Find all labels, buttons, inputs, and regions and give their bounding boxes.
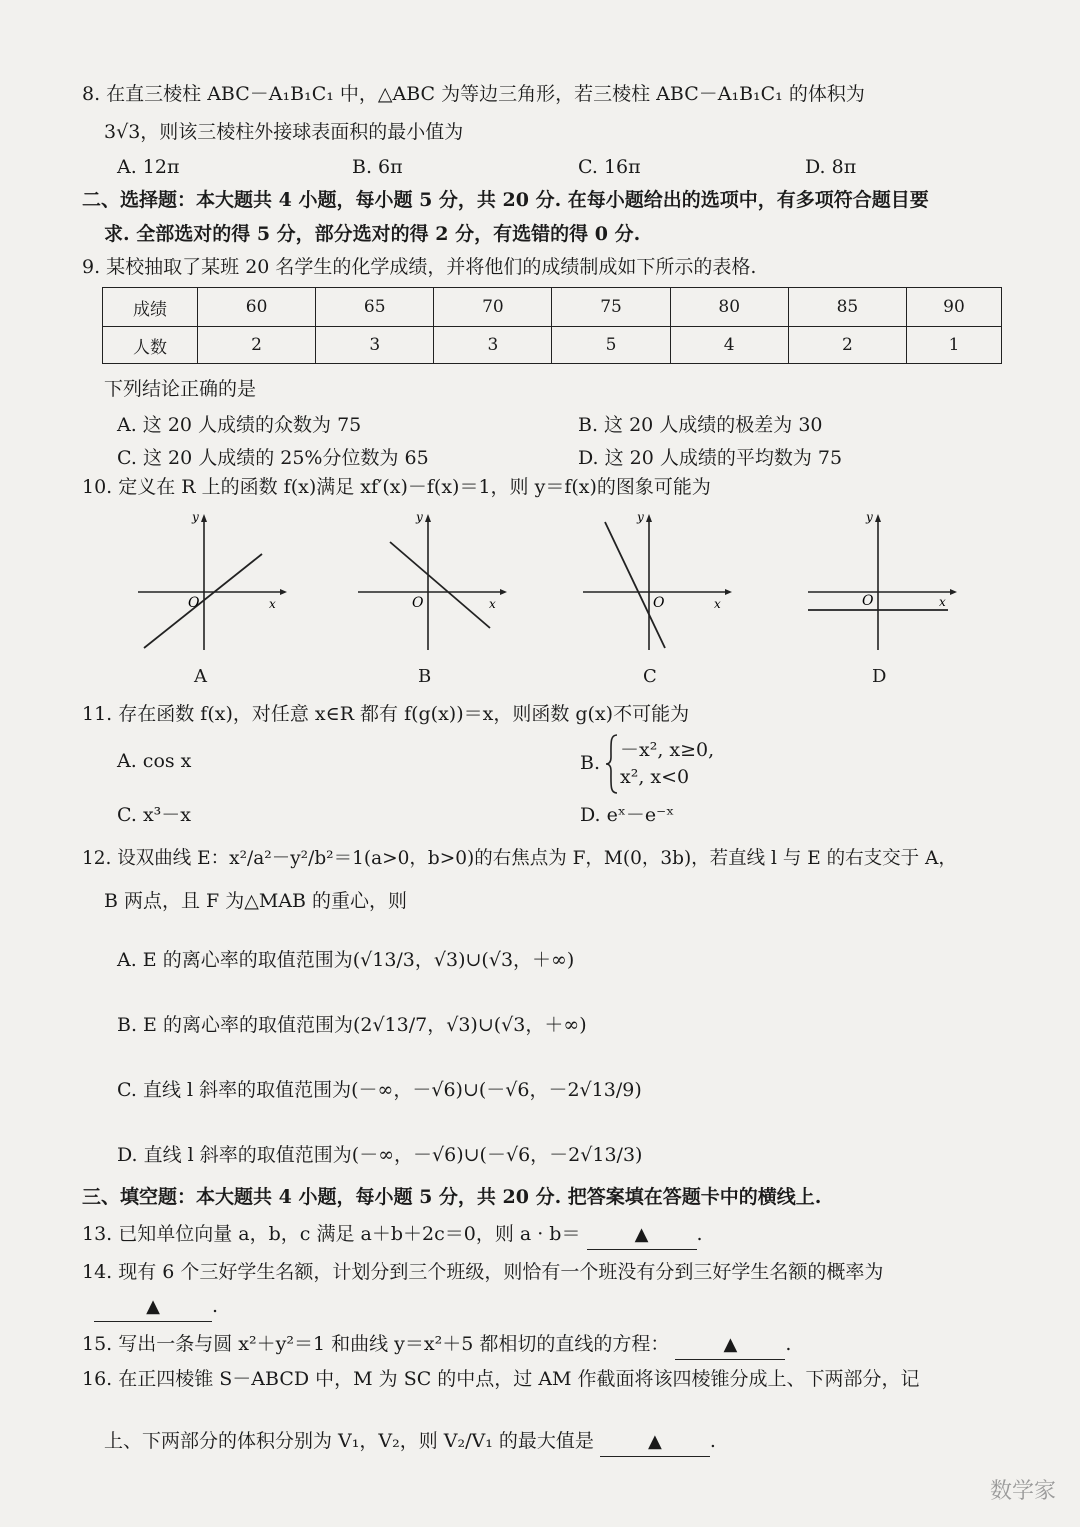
blank-marker: ▲	[723, 1334, 738, 1355]
graph-b	[350, 510, 510, 660]
q14-answer-blank[interactable]	[94, 1292, 212, 1322]
q13-answer-blank[interactable]	[587, 1220, 697, 1250]
graph-d	[800, 510, 960, 660]
y-label: y	[416, 510, 423, 524]
blank-marker: ▲	[146, 1296, 160, 1317]
graph-a-label: A	[194, 666, 207, 687]
table-cell: 5	[552, 327, 670, 364]
q15-text: 15. 写出一条与圆 x²＋y²＝1 和曲线 y＝x²＋5 都相切的直线的方程：	[82, 1333, 670, 1355]
q11-option-c: C. x³－x	[117, 804, 191, 826]
x-label: x	[939, 595, 946, 609]
origin-label: O	[188, 595, 200, 611]
table-cell: 80	[670, 288, 788, 327]
q10-stem: 10. 定义在 R 上的函数 f(x)满足 xf′(x)－f(x)＝1，则 y＝f(x)的图象可能为	[82, 476, 711, 498]
x-axis-arrow	[500, 589, 507, 595]
q8-option-d: D. 8π	[805, 156, 857, 178]
q12-option-a: A. E 的离心率的取值范围为(√13/3，√3)∪(√3，＋∞)	[117, 949, 575, 971]
q11-option-b-case1: －x², x≥0,	[620, 739, 715, 761]
origin-label: O	[412, 595, 424, 611]
q8-option-c: C. 16π	[578, 156, 641, 178]
q11-option-a: A. cos x	[117, 750, 192, 772]
q11-stem: 11. 存在函数 f(x)，对任意 x∈R 都有 f(g(x))＝x，则函数 g(x)不可能为	[82, 703, 690, 725]
section2-heading-line2: 求. 全部选对的得 5 分，部分选对的得 2 分，有选错的得 0 分.	[104, 223, 641, 245]
watermark: 数学家	[989, 1479, 1056, 1504]
q16-text: 上、下两部分的体积分别为 V₁，V₂，则 V₂/V₁ 的最大值是	[104, 1430, 594, 1452]
table-cell: 75	[552, 288, 670, 327]
q15-end: .	[785, 1333, 792, 1355]
y-label: y	[637, 510, 644, 524]
q12-line2: B 两点，且 F 为△MAB 的重心，则	[104, 890, 408, 912]
y-axis-arrow	[425, 514, 431, 522]
q16-line2	[104, 1427, 716, 1457]
function-line	[390, 542, 490, 628]
table-cell: 60	[198, 288, 316, 327]
graph-a	[130, 510, 290, 660]
x-axis-arrow	[280, 589, 287, 595]
graph-b-label: B	[418, 666, 432, 687]
x-label: x	[489, 597, 496, 611]
q13-end: .	[696, 1223, 703, 1245]
table-cell: 90	[907, 288, 1002, 327]
table-cell: 4	[670, 327, 788, 364]
table-row	[103, 327, 1002, 364]
y-axis-arrow	[646, 514, 652, 522]
table-cell: 2	[788, 327, 906, 364]
table-cell: 65	[316, 288, 434, 327]
q8-option-a: A. 12π	[117, 156, 180, 178]
q16-line1: 16. 在正四棱锥 S－ABCD 中，M 为 SC 的中点，过 AM 作截面将该四棱锥分成上、下两部分，记	[82, 1368, 920, 1390]
q13	[82, 1220, 703, 1250]
x-label: x	[714, 597, 721, 611]
graph-c-label: C	[643, 666, 657, 687]
q15	[82, 1330, 791, 1360]
x-label: x	[269, 597, 276, 611]
function-line	[605, 522, 665, 648]
score-table	[102, 287, 1002, 364]
q14-end: .	[212, 1295, 219, 1317]
q16-answer-blank[interactable]	[600, 1427, 710, 1457]
blank-marker: ▲	[634, 1224, 649, 1245]
y-label: y	[866, 510, 873, 524]
q12-option-d: D. 直线 l 斜率的取值范围为(－∞，－√6)∪(－√6，－2√13/3)	[117, 1144, 643, 1166]
brace-icon	[604, 733, 620, 795]
table-header-count: 人数	[103, 327, 198, 364]
q9-option-a: A. 这 20 人成绩的众数为 75	[117, 414, 362, 436]
origin-label: O	[862, 593, 874, 609]
q9-prompt: 下列结论正确的是	[104, 378, 257, 400]
q9-option-d: D. 这 20 人成绩的平均数为 75	[578, 447, 843, 469]
q11-option-b-case2: x², x<0	[620, 766, 690, 788]
q8-line2: 3√3，则该三棱柱外接球表面积的最小值为	[104, 121, 464, 143]
x-axis-arrow	[725, 589, 732, 595]
x-axis-arrow	[950, 589, 957, 595]
q12-option-b: B. E 的离心率的取值范围为(2√13/7，√3)∪(√3，＋∞)	[117, 1014, 587, 1036]
q11-option-b-prefix: B.	[580, 752, 601, 774]
q13-text: 13. 已知单位向量 a，b，c 满足 a＋b＋2c＝0，则 a · b＝	[82, 1223, 581, 1245]
y-label: y	[192, 510, 199, 524]
q16-end: .	[709, 1430, 716, 1452]
q9-stem: 9. 某校抽取了某班 20 名学生的化学成绩，并将他们的成绩制成如下所示的表格.	[82, 256, 757, 278]
table-cell: 85	[788, 288, 906, 327]
graph-d-label: D	[872, 666, 887, 687]
section2-heading-line1: 二、选择题：本大题共 4 小题，每小题 5 分，共 20 分. 在每小题给出的选项中，有多项符合题目要	[82, 189, 929, 211]
q14-line2	[94, 1292, 218, 1322]
table-cell: 1	[907, 327, 1002, 364]
section3-heading: 三、填空题：本大题共 4 小题，每小题 5 分，共 20 分. 把答案填在答题卡中的横线上.	[82, 1186, 822, 1208]
table-header-score: 成绩	[103, 288, 198, 327]
table-cell: 2	[198, 327, 316, 364]
q14-line1: 14. 现有 6 个三好学生名额，计划分到三个班级，则恰有一个班没有分到三好学生名额的概率为	[82, 1261, 884, 1283]
function-line	[144, 554, 262, 648]
y-axis-arrow	[875, 514, 881, 522]
q11-option-d: D. eˣ－e⁻ˣ	[580, 804, 675, 826]
table-cell: 3	[434, 327, 552, 364]
q8-option-b: B. 6π	[352, 156, 403, 178]
table-cell: 70	[434, 288, 552, 327]
q12-option-c: C. 直线 l 斜率的取值范围为(－∞，－√6)∪(－√6，－2√13/9)	[117, 1079, 642, 1101]
origin-label: O	[653, 595, 665, 611]
q12-line1: 12. 设双曲线 E：x²/a²－y²/b²＝1(a>0，b>0)的右焦点为 F，M(0，3b)，若直线 l 与 E 的右支交于 A，	[82, 848, 957, 869]
blank-marker: ▲	[648, 1431, 662, 1452]
q9-option-b: B. 这 20 人成绩的极差为 30	[578, 414, 823, 436]
graph-c	[575, 510, 735, 660]
q8-line1: 8. 在直三棱柱 ABC－A₁B₁C₁ 中，△ABC 为等边三角形，若三棱柱 ABC－A₁B₁C₁ 的体积为	[82, 83, 865, 105]
q9-option-c: C. 这 20 人成绩的 25%分位数为 65	[117, 447, 429, 469]
table-cell: 3	[316, 327, 434, 364]
table-row	[103, 288, 1002, 327]
q15-answer-blank[interactable]	[675, 1330, 785, 1360]
y-axis-arrow	[201, 514, 207, 522]
